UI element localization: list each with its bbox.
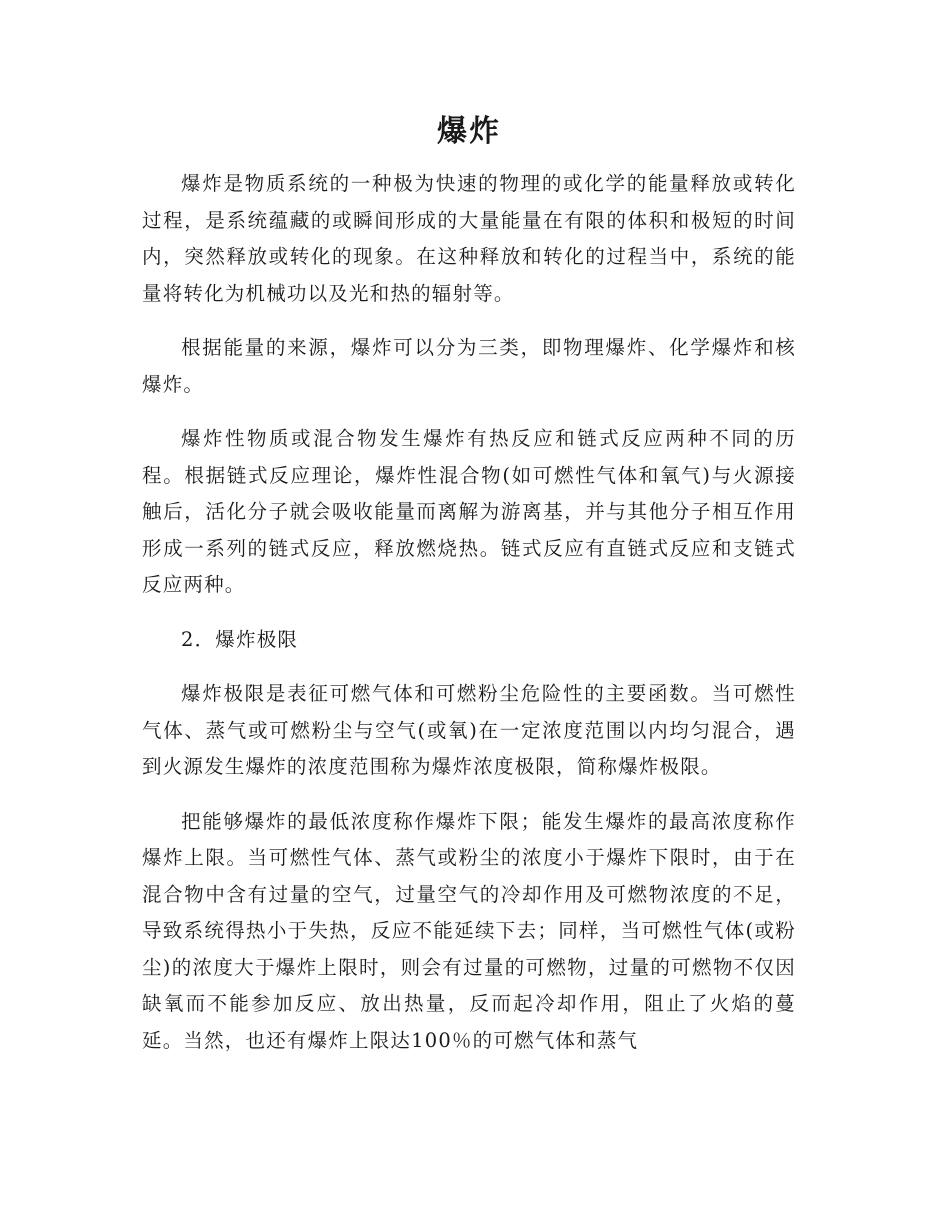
paragraph-classification: 根据能量的来源，爆炸可以分为三类，即物理爆炸、化学爆炸和核爆炸。 [142,336,796,396]
paragraph-definition: 爆炸是物质系统的一种极为快速的物理的或化学的能量释放或转化过程，是系统蕴藏的或瞬间形成的大量能量在有限的体积和极短的时间内，突然释放或转化的现象。在这种释放和转化的过程当中，系统的能量将转化为机械功以及光和热的辐射等。 [142,172,796,305]
paragraph-chain-reaction: 爆炸性物质或混合物发生爆炸有热反应和链式反应两种不同的历程。根据链式反应理论，爆炸性混合物(如可燃性气体和氧气)与火源接触后，活化分子就会吸收能量而离解为游离基，并与其他分子相互作用形成一系列的链式反应，释放燃烧热。链式反应有直链式反应和支链式反应两种。 [142,427,796,596]
paragraph-lower-upper-limit: 把能够爆炸的最低浓度称作爆炸下限；能发生爆炸的最高浓度称作爆炸上限。当可燃性气体、蒸气或粉尘的浓度小于爆炸下限时，由于在混合物中含有过量的空气，过量空气的冷却作用及可燃物浓度的不足，导致系统得热小于失热，反应不能延续下去；同样，当可燃性气体(或粉尘)的浓度大于爆炸上限时，则会有过量的可燃物，过量的可燃物不仅因缺氧而不能参加反应、放出热量，反而起冷却作用，阻止了火焰的蔓延。当然，也还有爆炸上限达100％的可燃气体和蒸气 [142,809,796,1052]
document-title: 爆炸 [437,114,501,149]
section-heading-explosion-limit: 2．爆炸极限 [181,627,299,651]
paragraph-explosion-limit: 爆炸极限是表征可燃气体和可燃粉尘危险性的主要函数。当可燃性气体、蒸气或可燃粉尘与空气(或氧)在一定浓度范围以内均匀混合，遇到火源发生爆炸的浓度范围称为爆炸浓度极限，简称爆炸极限。 [142,682,796,778]
document-page [142,112,796,1077]
